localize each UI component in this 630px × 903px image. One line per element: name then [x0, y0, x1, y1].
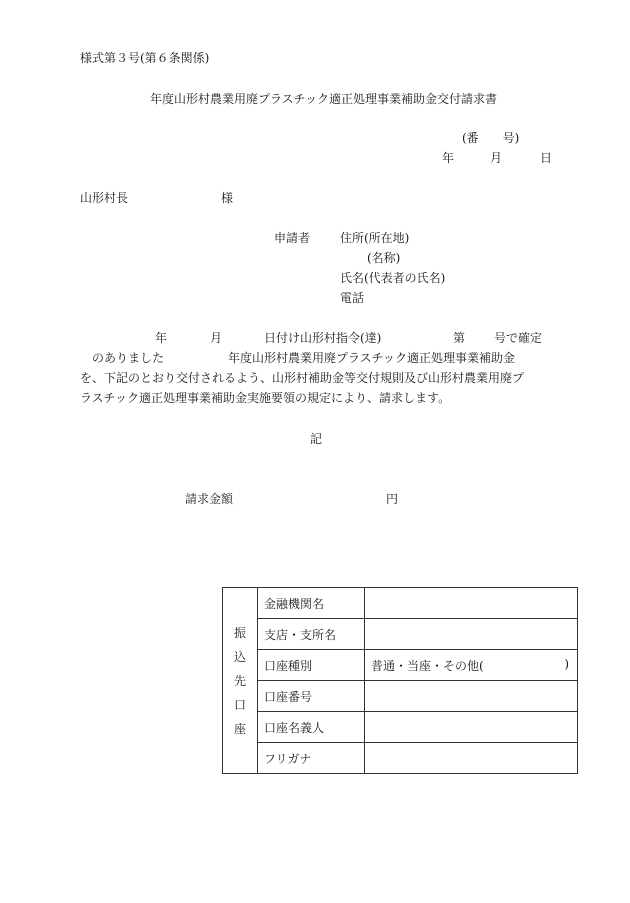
date-month-label: 月	[490, 151, 503, 165]
account-type-close-paren: )	[564, 657, 569, 671]
bank-vertical-label	[223, 588, 258, 774]
vertical-char: 先	[233, 673, 246, 688]
applicant-phone-label: 電話	[340, 291, 365, 305]
body-line2-tail: 年度山形村農業用廃プラスチック適正処理事業補助金	[228, 351, 516, 365]
vertical-char: 座	[233, 721, 246, 736]
branch-name-label: 支店・支所名	[258, 619, 365, 650]
applicant-address-label: 住所(所在地)	[340, 231, 410, 245]
applicant-org-name-label: (名称)	[367, 251, 401, 265]
amount-label: 請求金額	[185, 492, 234, 506]
body-number-suffix: 号で確定	[494, 331, 543, 345]
account-type-label: 口座種別	[258, 650, 365, 681]
furigana-label: フリガナ	[258, 743, 365, 774]
account-number-field[interactable]	[365, 681, 578, 712]
body-directive-date: 日付け山形村指令(達)	[264, 331, 382, 345]
bank-name-field[interactable]	[365, 588, 578, 619]
applicant-representative-label: 氏名(代表者の氏名)	[340, 271, 446, 285]
addressee-honorific: 様	[221, 191, 234, 205]
body-line3: を、下記のとおり交付されるよう、山形村補助金等交付規則及び山形村農業用廃プ	[80, 371, 525, 385]
body-line4: ラスチック適正処理事業補助金実施要領の規定により、請求します。	[80, 391, 451, 405]
body-month: 月	[210, 331, 223, 345]
amount-unit: 円	[386, 492, 399, 506]
form-number: 様式第３号(第６条関係)	[80, 51, 210, 65]
form-title: 年度山形村農業用廃プラスチック適正処理事業補助金交付請求書	[150, 92, 498, 106]
addressee-name: 山形村長	[80, 191, 129, 205]
body-year: 年	[155, 331, 168, 345]
account-number-label: 口座番号	[258, 681, 365, 712]
document-number: (番 号)	[462, 131, 520, 145]
account-holder-field[interactable]	[365, 712, 578, 743]
bank-account-table	[222, 587, 578, 774]
date-day-label: 日	[540, 151, 553, 165]
ki-heading: 記	[310, 432, 323, 446]
branch-name-field[interactable]	[365, 619, 578, 650]
account-holder-label: 口座名義人	[258, 712, 365, 743]
body-number-prefix: 第	[453, 331, 466, 345]
vertical-char: 口	[233, 697, 246, 712]
date-year-label: 年	[442, 151, 455, 165]
applicant-label: 申請者	[274, 231, 311, 245]
bank-name-label: 金融機関名	[258, 588, 365, 619]
vertical-char: 込	[233, 649, 246, 664]
vertical-char: 振	[233, 625, 246, 640]
account-type-field[interactable]	[365, 650, 578, 681]
body-line2-head: のありました	[92, 351, 165, 365]
furigana-field[interactable]	[365, 743, 578, 774]
account-type-options: 普通・当座・その他(	[371, 658, 484, 673]
